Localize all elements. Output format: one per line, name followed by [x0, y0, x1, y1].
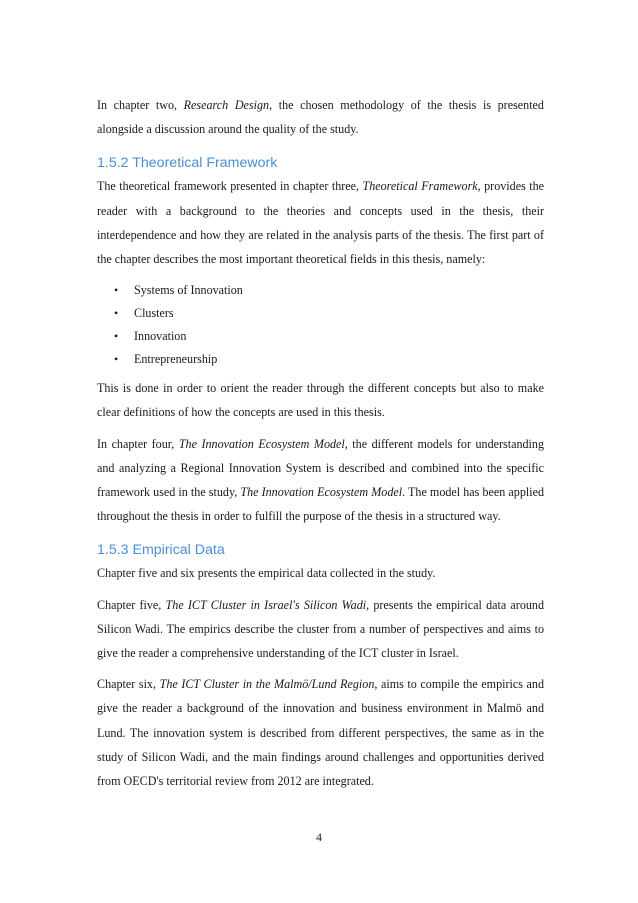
orientation-paragraph: This is done in order to orient the reader through the different concepts but also to make clear definitions of how the concepts are used in this thesis. [97, 381, 544, 420]
list-item: • Systems of Innovation [97, 279, 544, 302]
intro-paragraph: In chapter two, Research Design, the chosen methodology of the thesis is presented alongside a discussion around the quality of the study. [97, 98, 544, 137]
chapter-title-research-design: Research Design [183, 98, 270, 112]
chapter-title-malmo-lund: The ICT Cluster in the Malmö/Lund Region, [159, 677, 378, 692]
section-heading-theoretical-framework: 1.5.2 Theoretical Framework [97, 155, 278, 172]
bullet-icon: • [114, 352, 119, 367]
chapter-six-paragraph: Chapter six, The ICT Cluster in the Malmö/Lund Region, aims to compile the empirics and give the reader a background of the innovation and business environment in Malmö and Lund. The innovation system is described from different perspectives, the same as in the study of Silicon Wadi, and the main findings around challenges and opportunities derived from OECD's territorial review from 2012 are integrated. [97, 677, 544, 789]
chapter-title-theoretical-framework: Theoretical Framework, [362, 179, 481, 194]
model-name: The Innovation Ecosystem Model [240, 485, 403, 500]
list-item: • Entrepreneurship [97, 348, 544, 371]
section-heading-empirical-data: 1.5.3 Empirical Data [97, 542, 225, 559]
document-page [97, 93, 544, 793]
bullet-icon: • [114, 283, 119, 298]
empirical-intro-paragraph: Chapter five and six presents the empirical data collected in the study. [97, 566, 436, 581]
chapter-title-silicon-wadi: The ICT Cluster in Israel's Silicon Wadi, [165, 597, 370, 612]
chapter-title-innovation-ecosystem-model: The Innovation Ecosystem Model, [178, 436, 348, 451]
theoretical-framework-paragraph: The theoretical framework presented in chapter three, Theoretical Framework, provides the reader with a background to the theories and concepts used in the thesis, their interdependence and how they are related in the analysis parts of the thesis. The first part of the chapter describes the most important theoretical fields in this thesis, namely: [97, 179, 544, 267]
theoretical-fields-list [97, 279, 544, 371]
list-item: • Innovation [97, 325, 544, 348]
bullet-icon: • [114, 306, 119, 321]
chapter-four-paragraph: In chapter four, The Innovation Ecosystem Model, the different models for understanding and analyzing a Regional Innovation System is described and combined into the specific framework used in the study, The Innovation Ecosystem Model. The model has been applied throughout the thesis in order to fulfill the purpose of the thesis in a structured way. [97, 436, 545, 524]
page-number: 4 [316, 830, 322, 844]
list-item: • Clusters [97, 302, 544, 325]
bullet-icon: • [114, 329, 119, 344]
chapter-five-paragraph: Chapter five, The ICT Cluster in Israel's Silicon Wadi, presents the empirical data around Silicon Wadi. The empirics describe the cluster from a number of perspectives and aims to give the reader a comprehensive understanding of the ICT cluster in Israel. [97, 597, 545, 661]
